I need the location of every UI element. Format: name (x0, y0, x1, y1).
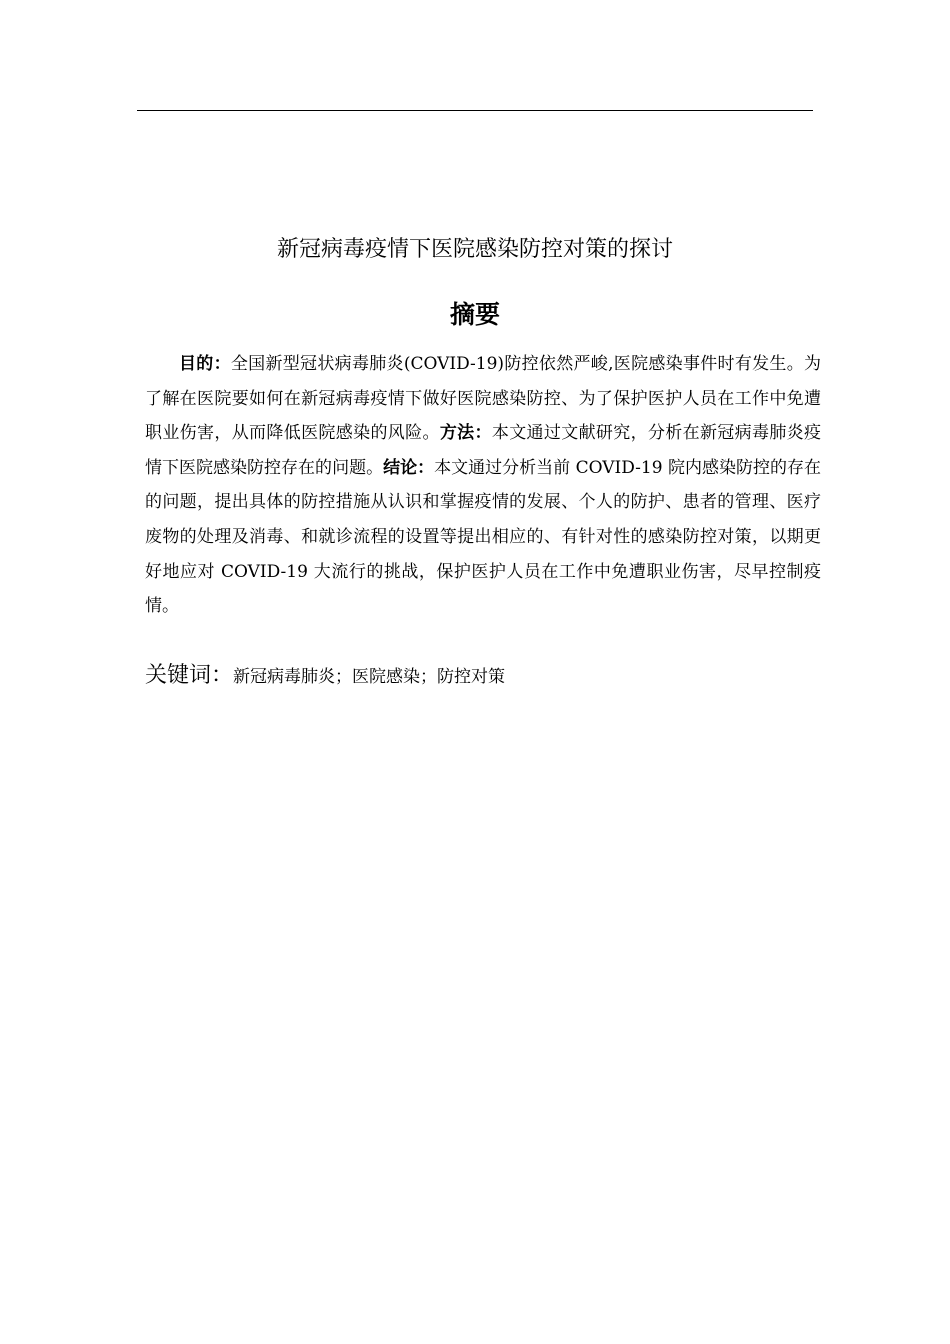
keywords-value: 新冠病毒肺炎；医院感染；防控对策 (233, 667, 506, 687)
keywords-label: 关键词： (145, 663, 234, 688)
conclusion-text: 本文通过分析当前 COVID-19 院内感染防控的存在的问题，提出具体的防控措施从认识和掌握疫情的发展、个人的防护、患者的管理、医疗废物的处理及消毒、和就诊流程的设置等提出相应的、有针对性的感染防控对策，以期更好地应对 COVID-19 大流行的挑战，保护医护人员在工作中免遭职业伤害，尽早控制疫情。 (145, 457, 822, 617)
keywords-line (145, 658, 821, 696)
method-text: 本文通过文献研究，分析在新冠病毒肺炎疫情下医院感染防控存在的问题。 (145, 423, 822, 478)
document-title: 新冠病毒疫情下医院感染防控对策的探讨 (276, 237, 673, 262)
objective-text: 全国新型冠状病毒肺炎(COVID-19)防控依然严峻,医院感染事件时有发生。为了解在医院要如何在新冠病毒疫情下做好医院感染防控、为了保护医护人员在工作中免遭职业伤害，从而降低医院感染的风险。 (145, 354, 821, 444)
method-label: 方法： (439, 423, 492, 444)
abstract-body (145, 347, 821, 624)
objective-label: 目的： (179, 354, 231, 374)
conclusion-label: 结论： (383, 457, 435, 478)
abstract-heading: 摘要 (449, 300, 500, 329)
header-rule (137, 110, 813, 111)
